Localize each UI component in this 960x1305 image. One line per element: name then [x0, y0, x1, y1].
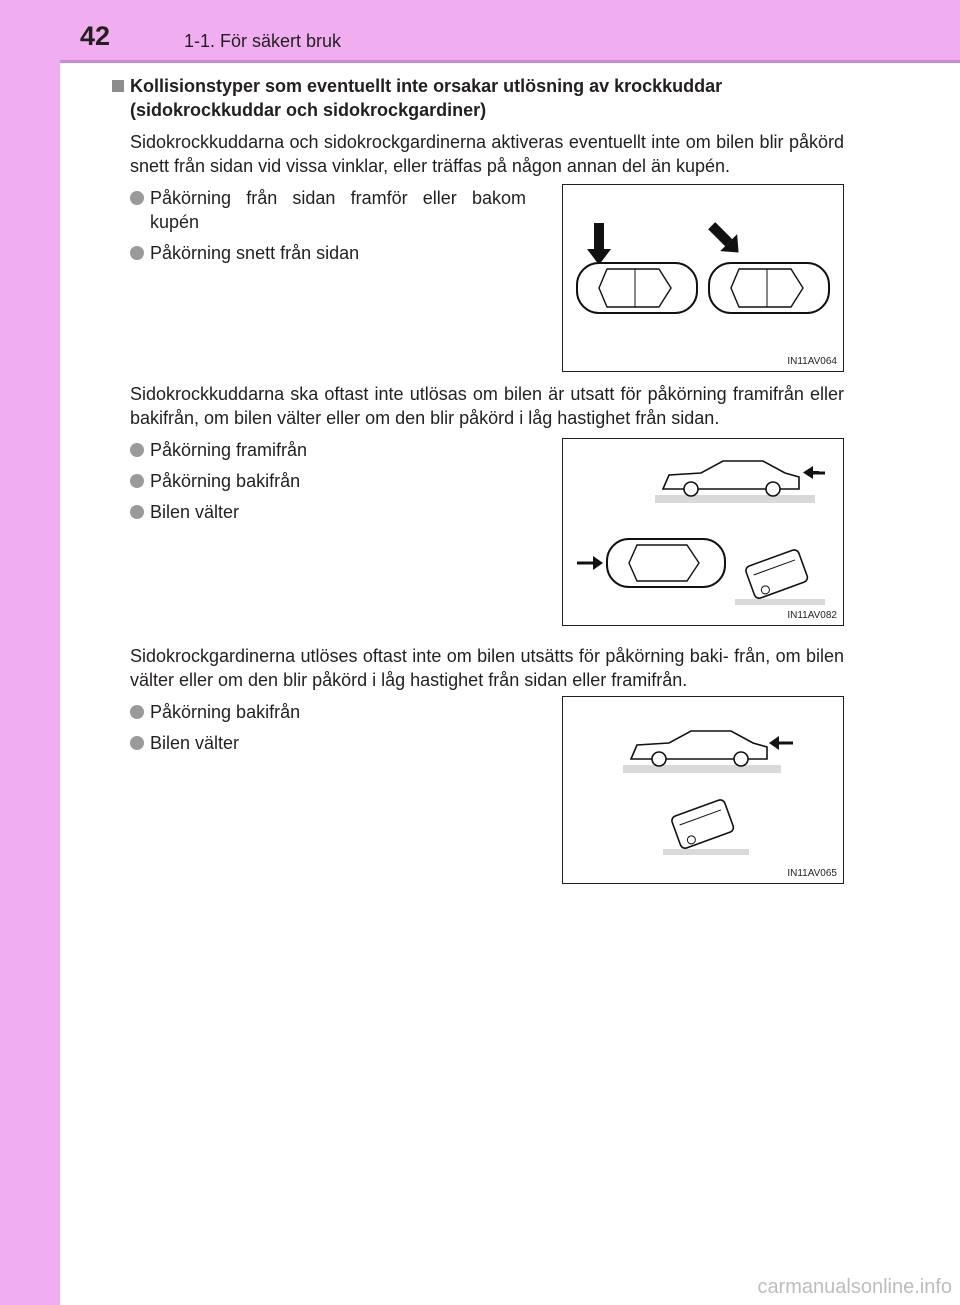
bullet-list-2 [130, 430, 526, 524]
block-1 [130, 178, 844, 374]
bullet-dot-icon [130, 246, 144, 260]
road-surface [663, 849, 749, 855]
rolled-car-icon [671, 799, 735, 850]
paragraph-3: Sidokrockgardinerna utlöses oftast inte om bilen utsätts för påkörning baki- från, om bilen välter eller om den blir påkörd i låg hastighet från sidan eller framifrån. [130, 646, 844, 690]
block-3 [130, 692, 844, 892]
square-bullet-icon [112, 80, 124, 92]
heading-line-2: (sidokrockkuddar och sidokrockgardiner) [130, 100, 487, 120]
bullet-dot-icon [130, 474, 144, 488]
top-color-band [0, 0, 960, 60]
rolled-car-icon [745, 549, 809, 600]
car-top-view-icon [607, 539, 725, 587]
section-heading [112, 74, 844, 122]
figure-side-impact [562, 184, 844, 372]
list-item: Påkörning snett från sidan [130, 241, 526, 265]
figure-front-rear-rollover [562, 438, 844, 626]
paragraph-2: Sidokrockkuddarna ska oftast inte utlösas om bilen är utsatt för påkörning framifrån eller bakifrån, om bilen välter eller om den blir påkörd i låg hastighet från sidan. [130, 384, 844, 428]
bullet-list-3 [130, 692, 526, 755]
block-2 [130, 430, 844, 636]
bullet-dot-icon [130, 191, 144, 205]
figure-code: IN11AV065 [787, 868, 837, 879]
illustration-front-rear-rollover [563, 439, 843, 625]
bullet-dot-icon [130, 705, 144, 719]
list-item: Bilen välter [130, 731, 526, 755]
figure-code: IN11AV082 [787, 610, 837, 621]
road-surface [655, 495, 815, 503]
arrow-icon [577, 556, 603, 570]
car-top-view-icon [709, 263, 829, 313]
car-side-view-icon [631, 731, 767, 766]
arrow-icon [769, 736, 793, 750]
list-item: Bilen välter [130, 500, 526, 524]
list-item: Påkörning från sidan framför eller bakom kupén [130, 186, 526, 234]
bullet-dot-icon [130, 505, 144, 519]
paragraph-1: Sidokrockkuddarna och sidokrockgardinerna aktiveras eventuellt inte om bilen blir påkörd snett från sidan vid vissa vinklar, eller träffas på någon annan del än kupén. [130, 132, 844, 176]
arrow-icon [703, 217, 747, 261]
page-content [112, 74, 844, 892]
bullet-list-1 [130, 178, 526, 265]
list-item: Påkörning framifrån [130, 438, 526, 462]
road-surface [735, 599, 825, 605]
road-surface [623, 765, 781, 773]
list-item: Påkörning bakifrån [130, 469, 526, 493]
figure-code: IN11AV064 [787, 356, 837, 367]
watermark: carmanualsonline.info [757, 1276, 952, 1298]
side-color-band [0, 0, 60, 1305]
bullet-dot-icon [130, 736, 144, 750]
car-top-view-icon [577, 263, 697, 313]
header-rule [60, 60, 960, 63]
figure-rear-rollover [562, 696, 844, 884]
car-side-view-icon [663, 461, 799, 496]
illustration-rear-rollover [563, 697, 843, 883]
page-number: 42 [80, 21, 111, 51]
arrow-icon [803, 466, 825, 479]
heading-line-1: Kollisionstyper som eventuellt inte orsakar utlösning av krockkuddar [130, 76, 723, 96]
bullet-dot-icon [130, 443, 144, 457]
list-item: Påkörning bakifrån [130, 700, 526, 724]
illustration-side-impact [563, 185, 843, 371]
arrow-icon [587, 223, 611, 265]
section-title: 1-1. För säkert bruk [184, 31, 342, 51]
